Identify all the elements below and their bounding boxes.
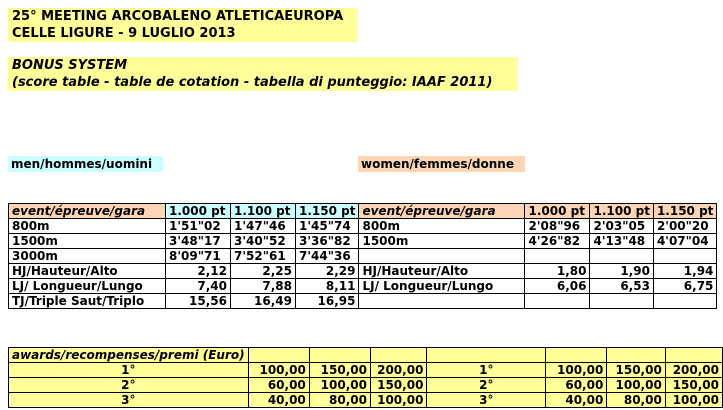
women-award-amount: 80,00 (607, 393, 665, 408)
women-award-amount: 150,00 (607, 363, 665, 378)
women-award-amount: 60,00 (546, 378, 607, 393)
men-score-value: 3'36"82 (296, 234, 359, 249)
women-score-value: 6,53 (590, 279, 653, 294)
men-points-header: 1.000 pt (166, 204, 231, 219)
women-score-value: 4'13"48 (590, 234, 653, 249)
table-row (9, 234, 717, 249)
awards-header-row (9, 348, 723, 363)
score-table (8, 203, 717, 309)
men-event-name: 1500m (9, 234, 166, 249)
women-event-name: LJ/ Longueur/Lungo (359, 279, 525, 294)
women-event-name: HJ/Hauteur/Alto (359, 264, 525, 279)
bonus-system-title: BONUS SYSTEM (8, 57, 518, 74)
empty-cell (427, 348, 546, 363)
men-award-amount: 60,00 (248, 378, 309, 393)
empty-cell (370, 348, 426, 363)
women-score-value: 2'08"96 (525, 219, 590, 234)
men-award-amount: 80,00 (309, 393, 370, 408)
men-event-name: TJ/Triple Saut/Triplo (9, 294, 166, 309)
men-score-value: 2,12 (166, 264, 231, 279)
men-score-value: 1'51"02 (166, 219, 231, 234)
meeting-title: 25° MEETING ARCOBALENO ATLETICAEUROPA (8, 8, 358, 25)
women-score-value (525, 249, 590, 264)
women-score-value: 2'03"05 (590, 219, 653, 234)
women-score-value (525, 294, 590, 309)
men-award-amount: 200,00 (370, 363, 426, 378)
men-score-value: 2,25 (231, 264, 296, 279)
women-score-value (653, 294, 716, 309)
women-score-value (590, 249, 653, 264)
women-award-amount: 100,00 (665, 393, 722, 408)
women-score-value: 2'00"20 (653, 219, 716, 234)
men-award-place: 3° (9, 393, 249, 408)
awards-header: awards/recompenses/premi (Euro) (9, 348, 249, 363)
men-award-place: 1° (9, 363, 249, 378)
award-row (9, 393, 723, 408)
women-award-place: 1° (427, 363, 546, 378)
men-score-value: 3'48"17 (166, 234, 231, 249)
women-event-name: 800m (359, 219, 525, 234)
women-points-header: 1.000 pt (525, 204, 590, 219)
meeting-date-location: CELLE LIGURE - 9 LUGLIO 2013 (8, 25, 358, 42)
men-score-value: 3'40"52 (231, 234, 296, 249)
empty-cell (546, 348, 607, 363)
men-points-header: 1.100 pt (231, 204, 296, 219)
women-score-value: 1,90 (590, 264, 653, 279)
women-award-place: 3° (427, 393, 546, 408)
women-event-name: 1500m (359, 234, 525, 249)
men-event-name: 800m (9, 219, 166, 234)
men-award-amount: 100,00 (309, 378, 370, 393)
bonus-system-subtitle: (score table - table de cotation - tabella di punteggio: IAAF 2011) (8, 74, 518, 91)
men-event-name: LJ/ Longueur/Lungo (9, 279, 166, 294)
women-score-value: 4'26"82 (525, 234, 590, 249)
women-award-amount: 150,00 (665, 378, 722, 393)
empty-cell (309, 348, 370, 363)
women-score-value (653, 249, 716, 264)
men-points-header: 1.150 pt (296, 204, 359, 219)
women-label: women/femmes/donne (358, 156, 525, 172)
empty-cell (248, 348, 309, 363)
women-award-amount: 200,00 (665, 363, 722, 378)
men-score-value: 16,95 (296, 294, 359, 309)
men-score-value: 16,49 (231, 294, 296, 309)
men-score-value: 7,88 (231, 279, 296, 294)
men-score-value: 15,56 (166, 294, 231, 309)
men-score-value: 1'47"46 (231, 219, 296, 234)
men-score-value: 7'44"36 (296, 249, 359, 264)
men-award-amount: 40,00 (248, 393, 309, 408)
women-event-header: event/épreuve/gara (359, 204, 525, 219)
women-award-amount: 100,00 (607, 378, 665, 393)
women-points-header: 1.100 pt (590, 204, 653, 219)
men-event-name: HJ/Hauteur/Alto (9, 264, 166, 279)
women-event-name (359, 294, 525, 309)
men-award-amount: 150,00 (370, 378, 426, 393)
women-award-amount: 100,00 (546, 363, 607, 378)
women-score-value: 6,75 (653, 279, 716, 294)
score-header-row (9, 204, 717, 219)
table-row (9, 219, 717, 234)
award-row (9, 363, 723, 378)
men-score-value: 1'45"74 (296, 219, 359, 234)
women-score-value: 6,06 (525, 279, 590, 294)
table-row (9, 249, 717, 264)
women-score-value: 1,80 (525, 264, 590, 279)
empty-cell (665, 348, 722, 363)
women-points-header: 1.150 pt (653, 204, 716, 219)
men-award-amount: 100,00 (248, 363, 309, 378)
women-event-name (359, 249, 525, 264)
women-score-value: 1,94 (653, 264, 716, 279)
table-row (9, 264, 717, 279)
women-award-amount: 40,00 (546, 393, 607, 408)
men-award-amount: 100,00 (370, 393, 426, 408)
empty-cell (607, 348, 665, 363)
men-event-name: 3000m (9, 249, 166, 264)
men-score-value: 7,40 (166, 279, 231, 294)
men-event-header: event/épreuve/gara (9, 204, 166, 219)
men-score-value: 2,29 (296, 264, 359, 279)
men-score-value: 8'09"71 (166, 249, 231, 264)
women-score-value: 4'07"04 (653, 234, 716, 249)
men-label: men/hommes/uomini (8, 156, 163, 172)
award-row (9, 378, 723, 393)
women-award-place: 2° (427, 378, 546, 393)
women-score-value (590, 294, 653, 309)
men-award-place: 2° (9, 378, 249, 393)
table-row (9, 279, 717, 294)
awards-table (8, 347, 723, 408)
men-score-value: 7'52"61 (231, 249, 296, 264)
table-row (9, 294, 717, 309)
men-award-amount: 150,00 (309, 363, 370, 378)
men-score-value: 8,11 (296, 279, 359, 294)
